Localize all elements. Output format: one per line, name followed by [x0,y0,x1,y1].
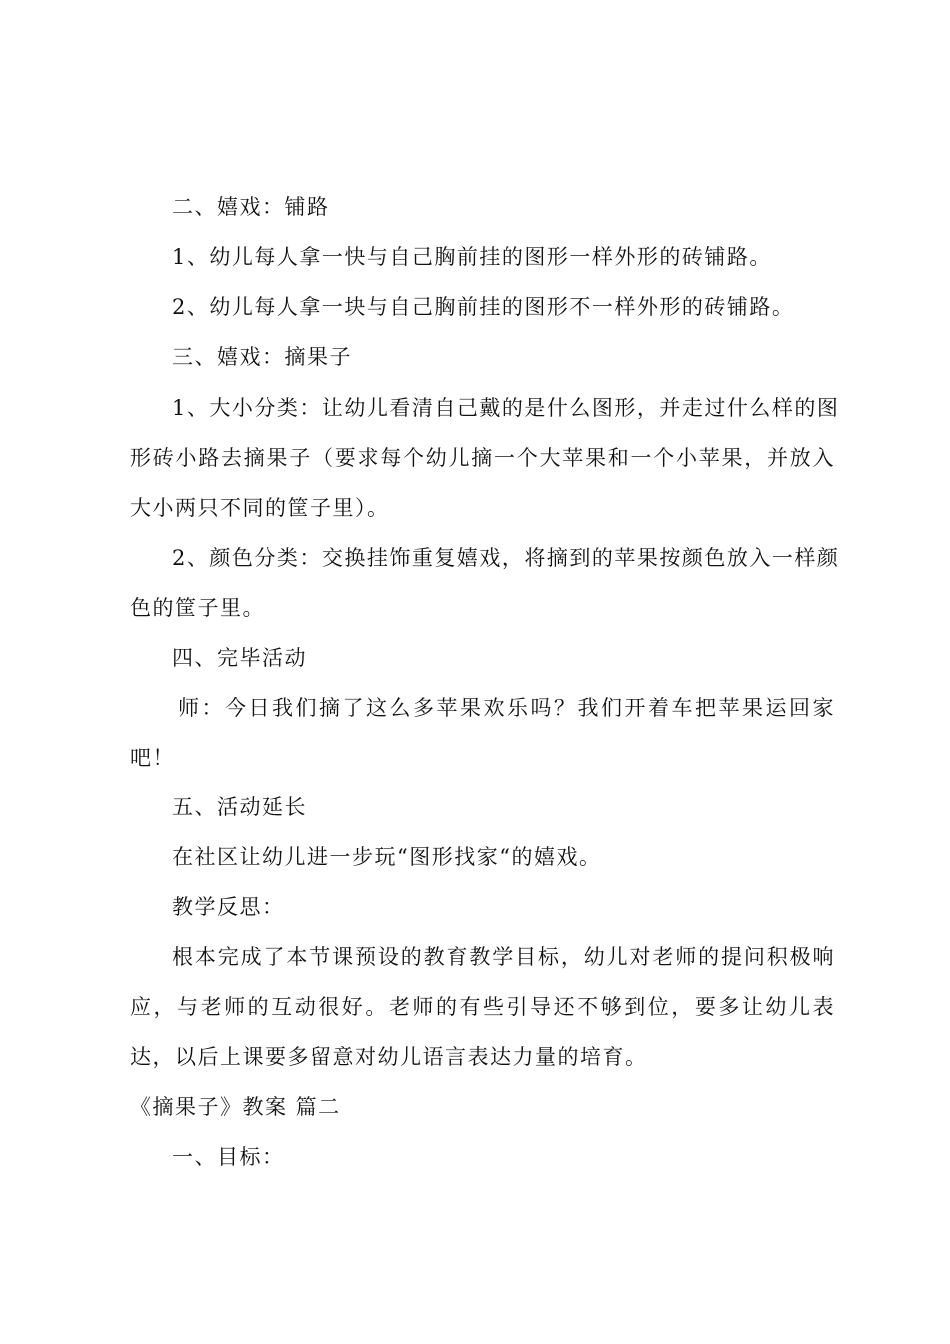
paragraph-line: 色的筐子里。 [130,596,265,620]
paragraph-line: 1、大小分类：让幼儿看清自己戴的是什么图形，并走过什么样的图 [172,396,840,420]
paragraph-line: 2、幼儿每人拿一块与自己胸前挂的图形不一样外形的砖铺路。 [172,295,795,319]
paragraph-line: 2、颜色分类：交换挂饰重复嬉戏，将摘到的苹果按颜色放入一样颜 [172,546,840,570]
paragraph-line: 根本完成了本节课预设的教育教学目标，幼儿对老师的提问积极响 [172,945,835,969]
paragraph-line: 在社区让幼儿进一步玩“图形找家“的嬉戏。 [172,845,602,869]
section-heading-goals: 一、目标： [172,1145,285,1169]
paragraph-line: 达，以后上课要多留意对幼儿语言表达力量的培育。 [130,1045,648,1069]
paragraph-line: 大小两只不同的筐子里）。 [130,496,390,520]
article-title: 《摘果子》教案 篇二 [130,1095,341,1119]
section-heading-paving-game: 二、嬉戏：铺路 [172,195,330,219]
section-heading-picking-fruit: 三、嬉戏：摘果子 [172,345,352,369]
section-heading-reflection: 教学反思： [172,895,285,919]
paragraph-line: 吧！ [130,746,175,770]
paragraph-line: 1、幼儿每人拿一快与自己胸前挂的图形一样外形的砖铺路。 [172,245,772,269]
section-heading-end-activity: 四、完毕活动 [172,646,307,670]
section-heading-extension: 五、活动延长 [172,795,307,819]
paragraph-line: 应，与老师的互动很好。老师的有些引导还不够到位，要多让幼儿表 [130,995,835,1019]
paragraph-line: 师：今日我们摘了这么多苹果欢乐吗？我们开着车把苹果运回家 [178,696,835,720]
paragraph-line: 形砖小路去摘果子（要求每个幼儿摘一个大苹果和一个小苹果，并放入 [130,446,835,470]
